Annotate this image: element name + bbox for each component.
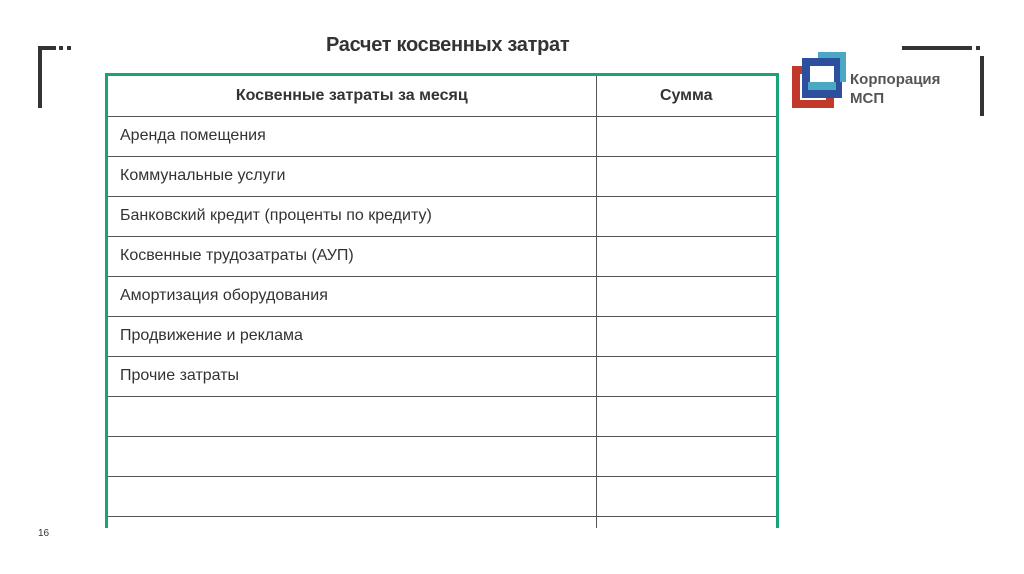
logo-text-line1: Корпорация	[850, 71, 941, 88]
corner-bracket-right-vertical	[980, 56, 984, 116]
column-header-cost: Косвенные затраты за месяц	[108, 76, 596, 116]
cost-name-cell: Банковский кредит (проценты по кредиту)	[108, 196, 596, 236]
corner-bracket-left-horizontal	[38, 46, 56, 50]
amount-cell[interactable]	[596, 316, 776, 356]
amount-cell[interactable]	[596, 116, 776, 156]
table-row	[108, 516, 776, 528]
table-row	[108, 396, 776, 436]
table-row	[108, 316, 776, 356]
slide-title: Расчет косвенных затрат	[326, 34, 570, 56]
corporation-msp-logo	[792, 52, 962, 112]
table-row	[108, 116, 776, 156]
corner-bracket-left-vertical	[38, 46, 42, 108]
page-number: 16	[38, 528, 50, 539]
indirect-costs-table	[108, 76, 776, 528]
column-header-amount: Сумма	[596, 76, 776, 116]
cost-name-cell[interactable]	[108, 516, 596, 528]
table-row	[108, 356, 776, 396]
amount-cell[interactable]	[596, 476, 776, 516]
table-row	[108, 476, 776, 516]
cost-name-cell: Продвижение и реклама	[108, 316, 596, 356]
amount-cell[interactable]	[596, 356, 776, 396]
cost-name-cell[interactable]	[108, 436, 596, 476]
corner-bracket-right-horizontal	[902, 46, 972, 50]
corner-bracket-right-dot	[976, 46, 980, 50]
cost-name-cell: Косвенные трудозатраты (АУП)	[108, 236, 596, 276]
cost-name-cell: Прочие затраты	[108, 356, 596, 396]
table-row	[108, 436, 776, 476]
cost-name-cell: Аренда помещения	[108, 116, 596, 156]
table-row	[108, 236, 776, 276]
amount-cell[interactable]	[596, 436, 776, 476]
logo-mark-icon	[792, 52, 846, 108]
cost-name-cell[interactable]	[108, 476, 596, 516]
logo-text	[850, 70, 940, 108]
amount-cell[interactable]	[596, 236, 776, 276]
corner-bracket-left-dot1	[59, 46, 63, 50]
cost-name-cell: Амортизация оборудования	[108, 276, 596, 316]
cost-name-cell[interactable]	[108, 396, 596, 436]
corner-bracket-left-dot2	[67, 46, 71, 50]
amount-cell[interactable]	[596, 156, 776, 196]
cost-name-cell: Коммунальные услуги	[108, 156, 596, 196]
amount-cell[interactable]	[596, 276, 776, 316]
amount-cell[interactable]	[596, 396, 776, 436]
table-row	[108, 276, 776, 316]
table-row	[108, 196, 776, 236]
indirect-costs-table-container	[105, 73, 779, 528]
amount-cell[interactable]	[596, 196, 776, 236]
table-header-row	[108, 76, 776, 116]
amount-cell[interactable]	[596, 516, 776, 528]
logo-text-line2: МСП	[850, 90, 885, 107]
table-row	[108, 156, 776, 196]
